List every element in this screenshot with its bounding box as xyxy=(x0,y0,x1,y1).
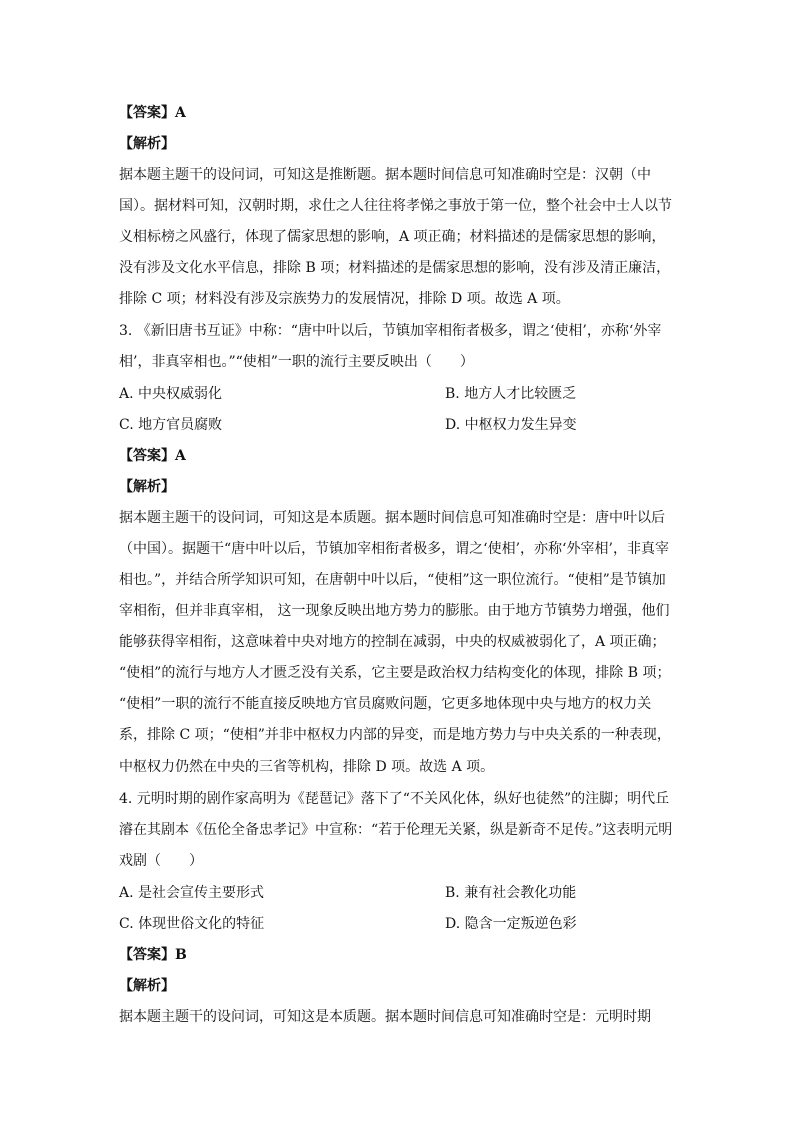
analysis-q3-line: 相也。”，并结合所学知识可知，在唐朝中叶以后，“使相”这一职位流行。“使相”是节镇加 xyxy=(119,572,666,588)
q4-option-d: D. 隐含一定叛逆色彩 xyxy=(445,916,577,932)
analysis-q3-line: “使相”的流行与地方人才匮乏没有关系，它主要是政治权力结构变化的体现，排除 B 项； xyxy=(119,665,671,681)
analysis-q2-line: 排除 C 项；材料没有涉及宗族势力的发展情况，排除 D 项。故选 A 项。 xyxy=(119,291,570,307)
analysis-q3-line: 据本题主题干的设问词，可知这是本质题。据本题时间信息可知准确时空是：唐中叶以后 xyxy=(119,510,665,526)
q3-option-d: D. 中枢权力发生异变 xyxy=(445,417,577,433)
answer-q2: 【答案】A xyxy=(119,105,186,121)
analysis-q2-line: 义相标榜之风盛行，体现了儒家思想的影响，A 项正确；材料描述的是儒家思想的影响， xyxy=(119,229,666,245)
q3-option-a: A. 中央权威弱化 xyxy=(119,386,223,402)
q4-option-a: A. 是社会宣传主要形式 xyxy=(119,885,265,901)
analysis-label-q2: 【解析】 xyxy=(119,136,175,152)
analysis-q2-line: 据本题主题干的设问词，可知这是推断题。据本题时间信息可知准确时空是：汉朝（中 xyxy=(119,167,651,183)
question-4-stem: 4. 元明时期的剧作家高明为《琵琶记》落下了“不关风化体，纵好也徒然”的注脚；明代丘 xyxy=(119,791,670,807)
question-3-stem: 3. 《新旧唐书互证》中称：“唐中叶以后，节镇加宰相衔者极多，谓之‘使相’，亦称‘外宰 xyxy=(119,323,662,339)
analysis-q3-line: 宰相衔，但并非真宰相， 这一现象反映出地方势力的膨胀。由于地方节镇势力增强，他们 xyxy=(119,603,670,619)
q3-option-c: C. 地方官员腐败 xyxy=(119,417,223,433)
q4-option-c: C. 体现世俗文化的特征 xyxy=(119,916,265,932)
question-4-stem: 戏剧（ ） xyxy=(119,853,203,869)
analysis-q2-line: 国）。据材料可知，汉朝时期，求仕之人往往将孝悌之事放于第一位，整个社会中士人以节 xyxy=(119,198,672,214)
analysis-q3-line: 能够获得宰相衔，这意味着中央对地方的控制在减弱，中央的权威被弱化了，A 项正确； xyxy=(119,634,666,650)
analysis-q3-line: “使相”一职的流行不能直接反映地方官员腐败问题，它更多地体现中央与地方的权力关 xyxy=(119,696,652,712)
analysis-q3-line: 系，排除 C 项；“使相”并非中枢权力内部的异变，而是地方势力与中央关系的一种表现， xyxy=(119,727,671,743)
analysis-q3-line: 中枢权力仍然在中央的三省等机构，排除 D 项。故选 A 项。 xyxy=(119,759,495,775)
answer-q3: 【答案】A xyxy=(119,448,186,464)
analysis-label-q4: 【解析】 xyxy=(119,978,175,994)
analysis-q4-line: 据本题主题干的设问词，可知这是本质题。据本题时间信息可知准确时空是：元明时期 xyxy=(119,1009,651,1025)
analysis-q3-line: （中国）。据题干“唐中叶以后，节镇加宰相衔者极多，谓之‘使相’，亦称‘外宰相’，非真宰 xyxy=(119,541,669,557)
question-4-stem: 濬在其剧本《伍伦全备忠孝记》中宣称：“若于伦理无关紧，纵是新奇不足传。”这表明元明 xyxy=(119,822,673,838)
analysis-label-q3: 【解析】 xyxy=(119,479,175,495)
q4-option-b: B. 兼有社会教化功能 xyxy=(445,885,577,901)
analysis-q2-line: 没有涉及文化水平信息，排除 B 项；材料描述的是儒家思想的影响，没有涉及清正廉洁， xyxy=(119,260,671,276)
answer-q4: 【答案】B xyxy=(119,947,187,963)
question-3-stem: 相’，非真宰相也。”“使相”一职的流行主要反映出（ ） xyxy=(119,354,474,370)
q3-option-b: B. 地方人才比较匮乏 xyxy=(445,386,577,402)
